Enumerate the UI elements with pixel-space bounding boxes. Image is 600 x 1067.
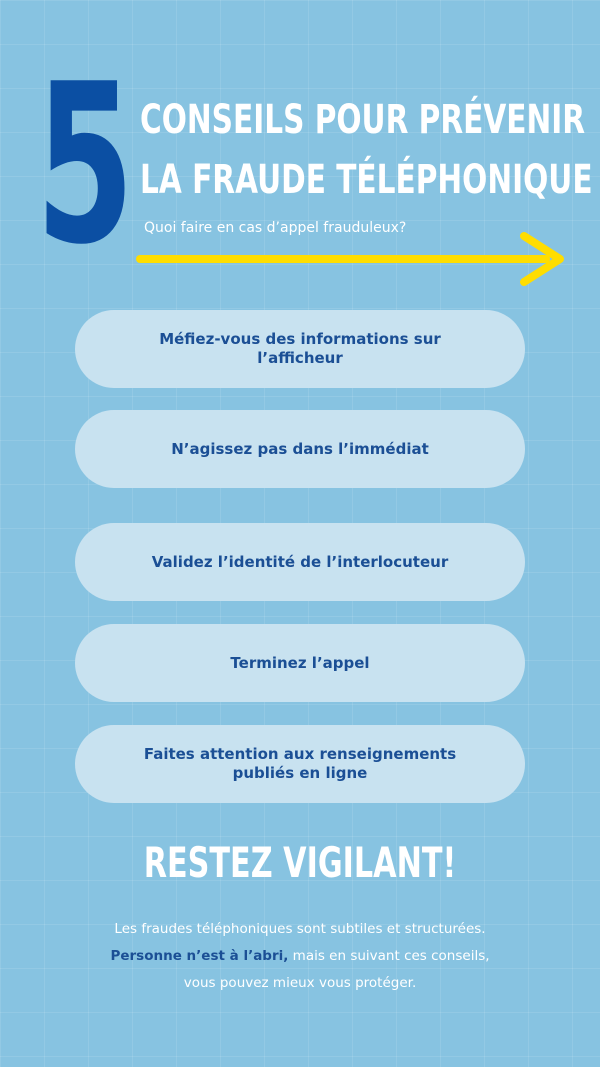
closing-line-1: Les fraudes téléphoniques sont subtiles et structurées.: [114, 921, 486, 937]
tip-card-5: [75, 725, 525, 803]
tip-2-line-1: N’agissez pas dans l’immédiat: [171, 439, 429, 458]
closing-headline: RESTEZ VIGILANT!: [143, 838, 457, 887]
tip-1-line-2: l’afficheur: [257, 349, 343, 367]
closing-line-2: [40, 943, 560, 970]
tip-card-4: [75, 624, 525, 702]
tip-5-line-2: publiés en ligne: [232, 764, 368, 782]
tip-1-line-1: Méfiez-vous des informations sur: [159, 330, 441, 348]
tip-card-2: [75, 410, 525, 488]
title-line-1: CONSEILS POUR PRÉVENIR: [140, 97, 586, 143]
closing-line-3: vous pouvez mieux vous protéger.: [183, 975, 417, 991]
big-number-five: 5: [35, 36, 133, 293]
page-title: [140, 92, 593, 212]
closing-emphasis: Personne n’est à l’abri,: [110, 948, 289, 964]
subtitle: Quoi faire en cas d’appel frauduleux?: [144, 220, 407, 236]
tip-card-1: [75, 310, 525, 388]
title-line-2: LA FRAUDE TÉLÉPHONIQUE: [140, 157, 593, 203]
tip-4-line-1: Terminez l’appel: [230, 653, 370, 672]
arrow-right-icon: [136, 226, 576, 292]
closing-line-2-rest: mais en suivant ces conseils,: [288, 948, 490, 964]
tip-3-line-1: Validez l’identité de l’interlocuteur: [151, 552, 449, 571]
closing-paragraph: [40, 916, 560, 997]
tip-card-3: [75, 523, 525, 601]
tip-5-line-1: Faites attention aux renseignements: [143, 745, 457, 763]
